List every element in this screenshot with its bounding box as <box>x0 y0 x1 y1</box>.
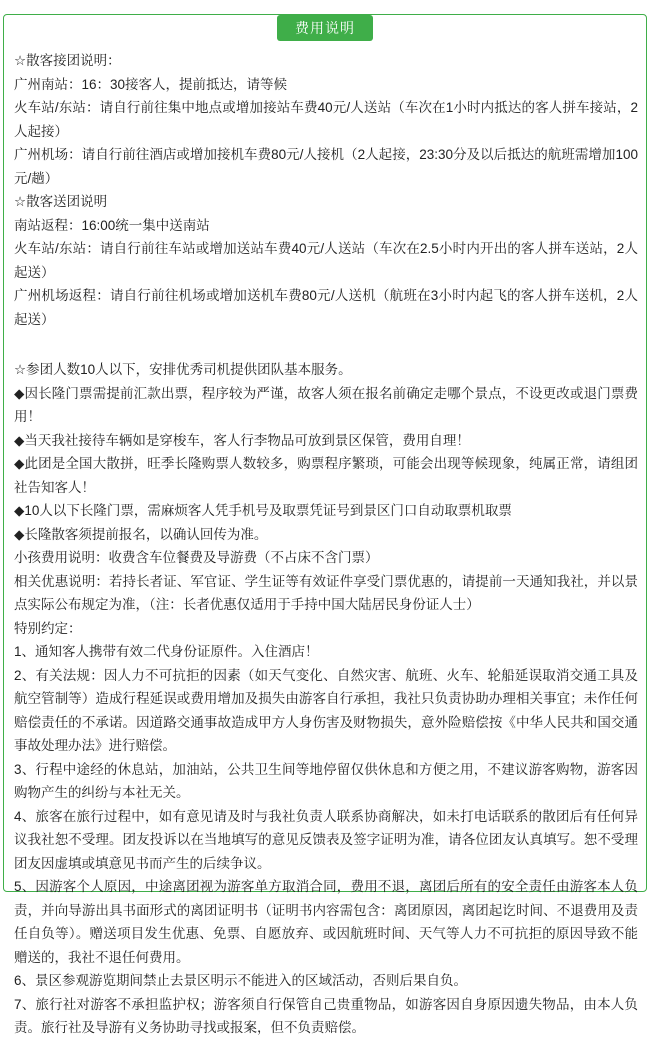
note-line: ◆此团是全国大散拼，旺季长隆购票人数较多，购票程序繁琐，可能会出现等候现象，纯属正常，请组团社告知客人！ <box>14 456 638 495</box>
note-line: ◆长隆散客须提前报名，以确认回传为准。 <box>14 526 268 542</box>
note-line: ☆参团人数10人以下，安排优秀司机提供团队基本服务。 <box>14 362 352 377</box>
note-line: ◆因长隆门票需提前汇款出票，程序较为严谨，故客人须在报名前确定走哪个景点，不设更改或退门票费用！ <box>14 385 638 424</box>
note-line: 相关优惠说明：若持长者证、军官证、学生证等有效证件享受门票优惠的，请提前一天通知我社，并以景点实际公布规定为准，（注：长者优惠仅适用于手持中国大陆居民身份证人士） <box>14 573 638 612</box>
term-line: 3、行程中途经的休息站，加油站，公共卫生间等地停留仅供休息和方便之用，不建议游客购物，游客因购物产生的纠纷与本社无关。 <box>14 761 638 800</box>
pickup-line: 火车站/东站：请自行前往集中地点或增加接站车费40元/人送站（车次在1小时内抵达的客人拼车接站，2人起接） <box>14 100 638 139</box>
fee-description-panel <box>3 14 647 1035</box>
term-line: 7、旅行社对游客不承担监护权；游客须自行保管自己贵重物品，如游客因自身原因遗失物品，由本人负责。旅行社及导游有义务协助寻找或报案，但不负责赔偿。 <box>14 996 638 1035</box>
pickup-line: 广州南站：16：30接客人，提前抵达，请等候 <box>14 76 288 92</box>
fee-description-content <box>4 43 648 1040</box>
note-line: ◆10人以下长隆门票，需麻烦客人凭手机号及取票凭证号到景区门口自动取票机取票 <box>14 503 512 518</box>
dropoff-heading: ☆散客送团说明 <box>14 194 108 209</box>
dropoff-line: 广州机场返程：请自行前往机场或增加送机车费80元/人送机（航班在3小时内起飞的客人拼车送机，2人起送） <box>14 288 638 327</box>
page-title: 费用说明 <box>277 15 373 41</box>
term-line: 6、景区参观游览期间禁止去景区明示不能进入的区域活动，否则后果自负。 <box>14 973 468 988</box>
term-line: 5、因游客个人原因，中途离团视为游客单方取消合同，费用不退，离团后所有的安全责任由游客本人负责，并向导游出具书面形式的离团证明书（证明书内容需包含：离团原因，离团起讫时间、不退费用及责任自负等）。赠送项目发生优惠、免票、自愿放弃、或因航班时间、天气等人力不可抗拒的原因导致不能赠送的，我社不退任何费用。 <box>14 879 638 965</box>
pickup-line: 广州机场：请自行前往酒店或增加接机车费80元/人接机（2人起接，23:30分及以后抵达的航班需增加100元/趟） <box>14 147 638 186</box>
note-line: ◆当天我社接待车辆如是穿梭车，客人行李物品可放到景区保管，费用自理！ <box>14 432 470 448</box>
note-line: 小孩费用说明：收费含车位餐费及导游费（不占床不含门票） <box>14 550 379 565</box>
pickup-heading: ☆散客接团说明： <box>14 53 121 68</box>
special-heading: 特别约定： <box>14 620 82 636</box>
term-line: 1、通知客人携带有效二代身份证原件。入住酒店！ <box>14 644 319 659</box>
term-line: 2、有关法规：因人力不可抗拒的因素（如天气变化、自然灾害、航班、火车、轮船延误取消交通工具及航空管制等）造成行程延误或费用增加及损失由游客自行承担，我社只负责协助办理相关事宜；未作任何赔偿责任的不承诺。因道路交通事故造成甲方人身伤害及财物损失，意外险赔偿按《中华人民共和国交通事故处理办法》进行赔偿。 <box>14 667 638 753</box>
term-line: 4、旅客在旅行过程中，如有意见请及时与我社负责人联系协商解决，如未打电话联系的散团后有任何异议我社恕不受理。团友投诉以在当地填写的意见反馈表及签字证明为准，请各位团友认真填写。恕不受理团友因虚填或填意见书而产生的后续争议。 <box>14 808 638 871</box>
section-divider <box>14 331 638 354</box>
dropoff-line: 南站返程：16:00统一集中送南站 <box>14 217 210 233</box>
dropoff-line: 火车站/东站：请自行前往车站或增加送站车费40元/人送站（车次在2.5小时内开出的客人拼车送站，2人起送） <box>14 241 638 280</box>
